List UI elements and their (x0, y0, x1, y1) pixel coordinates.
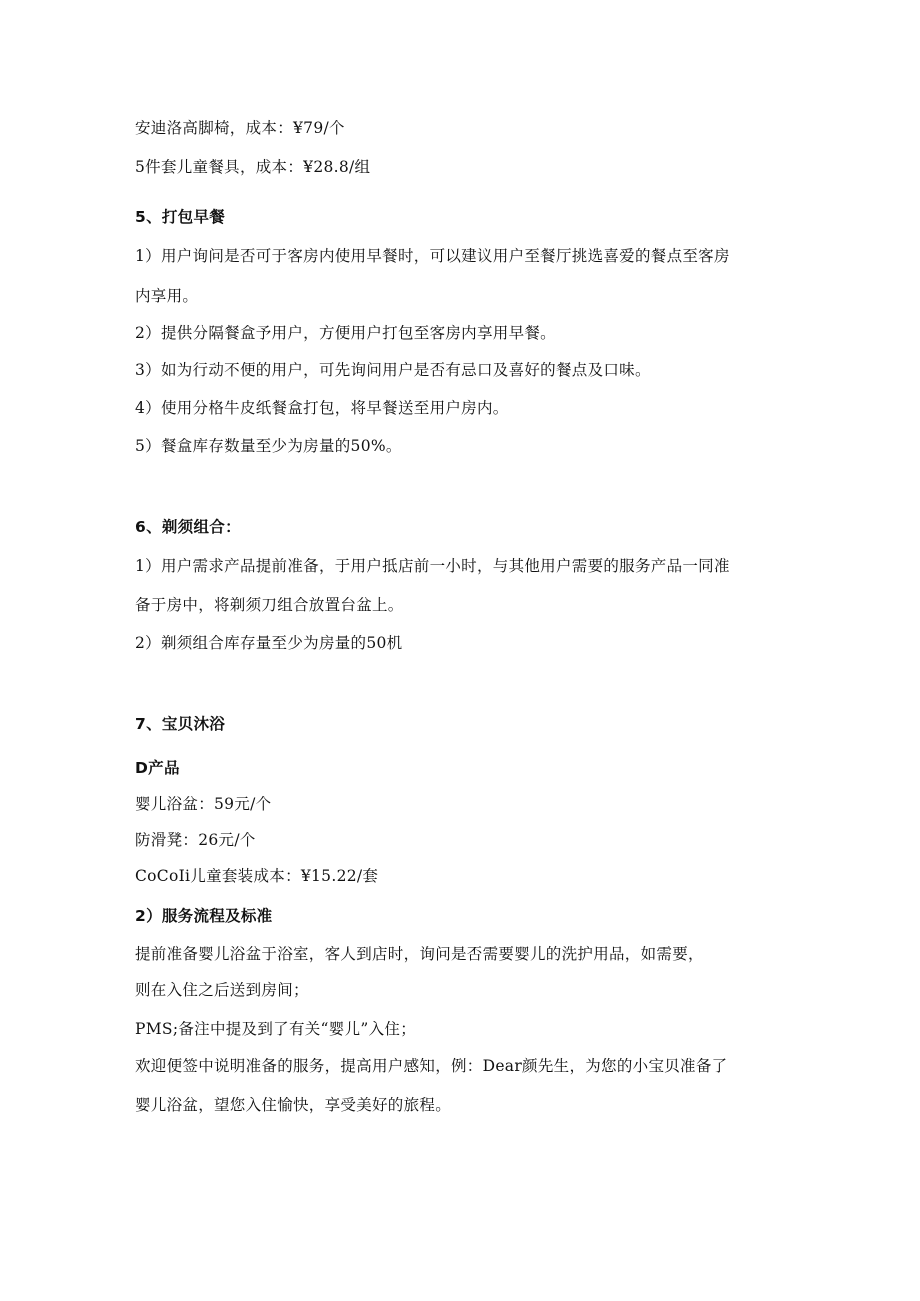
text-line: 欢迎便签中说明准备的服务，提高用户感知，例：Dear颜先生，为您的小宝贝准备了 (135, 1057, 728, 1075)
text-line: 1）用户需求产品提前准备，于用户抵店前一小时，与其他用户需要的服务产品一同准 (135, 557, 730, 575)
text-line: 婴儿浴盆：59元/个 (135, 795, 272, 813)
text-line: 1）用户询问是否可于客房内使用早餐时，可以建议用户至餐厅挑选喜爱的餐点至客房 (135, 247, 730, 265)
text-line: 5）餐盒库存数量至少为房量的50%。 (135, 437, 402, 455)
section-heading: 6、剃须组合： (135, 518, 241, 536)
section-heading: 5、打包早餐 (135, 208, 226, 226)
text-line: CoCoIi儿童套装成本：¥15.22/套 (135, 867, 379, 885)
text-line: 5件套儿童餐具，成本：¥28.8/组 (135, 158, 371, 176)
section-heading: 7、宝贝沐浴 (135, 715, 226, 733)
subsection-heading: 2）服务流程及标准 (135, 907, 273, 925)
text-line: PMS;备注中提及到了有关“婴儿”入住； (135, 1020, 416, 1038)
text-line: 3）如为行动不便的用户，可先询问用户是否有忌口及喜好的餐点及口味。 (135, 361, 651, 379)
text-line: 2）剃须组合库存量至少为房量的50机 (135, 634, 403, 652)
text-line: 安迪洛高脚椅，成本：¥79/个 (135, 119, 345, 137)
text-line: 提前准备婴儿浴盆于浴室，客人到店时，询问是否需要婴儿的洗护用品，如需要， (135, 945, 704, 963)
subsection-heading: D产品 (135, 759, 180, 777)
text-line: 婴儿浴盆，望您入住愉快，享受美好的旅程。 (135, 1096, 452, 1114)
text-line: 内享用。 (135, 287, 199, 305)
text-line: 备于房中，将剃须刀组合放置台盆上。 (135, 596, 404, 614)
text-line: 4）使用分格牛皮纸餐盒打包，将早餐送至用户房内。 (135, 399, 509, 417)
text-line: 则在入住之后送到房间； (135, 981, 309, 999)
text-line: 2）提供分隔餐盒予用户，方便用户打包至客房内享用早餐。 (135, 324, 556, 342)
text-line: 防滑凳：26元/个 (135, 831, 256, 849)
